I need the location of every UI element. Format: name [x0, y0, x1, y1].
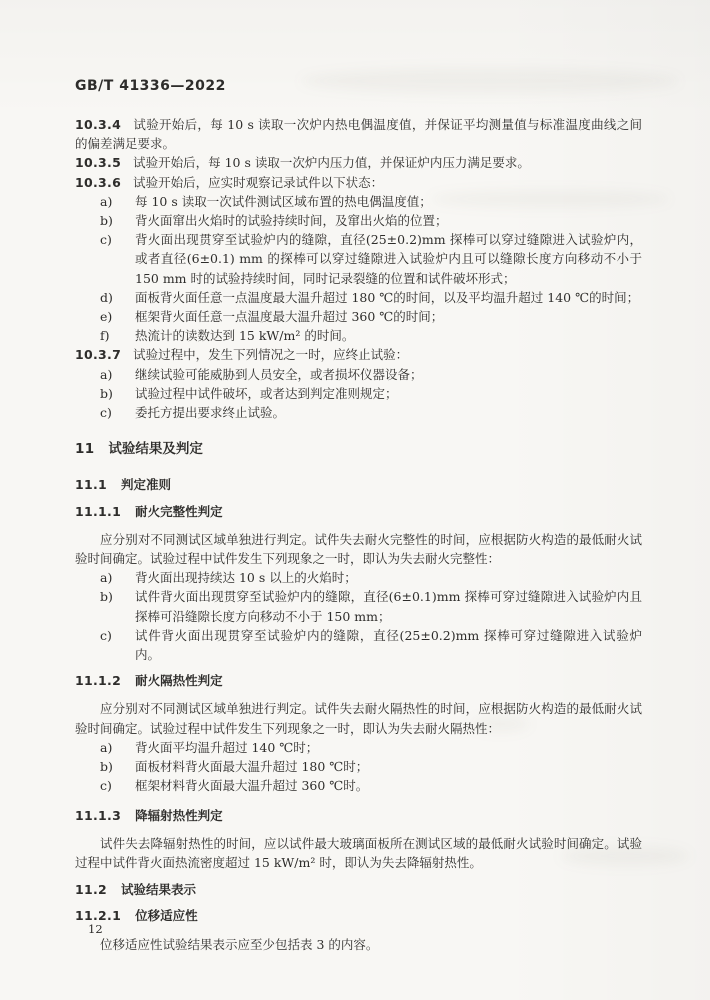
heading-number: 11 — [75, 441, 95, 458]
list-item-b — [75, 211, 642, 230]
clause-text: 试验开始后，每 10 s 读取一次炉内热电偶温度值，并保证平均测量值与标准温度曲线之间的偏差满足要求。 — [75, 117, 642, 152]
clause-10-3-5 — [75, 153, 642, 172]
list-item-b — [75, 384, 642, 403]
list-item-label: b) — [100, 589, 113, 605]
clause-number: 10.3.4 — [75, 117, 122, 132]
paragraph: 应分别对不同测试区域单独进行判定。试件失去耐火完整性的时间，应根据防火构造的最低耐火试验时间确定。试验过程中试件发生下列现象之一时，即认为失去耐火完整性： — [75, 531, 642, 567]
list-item-text: 试件背火面出现贯穿至试验炉内的缝隙，直径(25±0.2)mm 探棒可穿过缝隙进入试验炉内。 — [135, 627, 642, 663]
list-item-text: 试件背火面出现贯穿至试验炉内的缝隙，直径(6±0.1)mm 探棒可穿过缝隙进入试验炉内且探棒可沿缝隙长度方向移动不小于 150 mm； — [135, 589, 642, 624]
list-item-c — [75, 626, 642, 664]
paragraph: 位移适应性试验结果表示应至少包括表 3 的内容。 — [100, 936, 379, 952]
heading-title: 判定准则 — [121, 477, 172, 493]
paragraph: 试件失去降辐射热性的时间，应以试件最大玻璃面板所在测试区域的最低耐火试验时间确定。试验过程中试件背火面热流密度超过 15 kW/m² 时，即认为失去降辐射热性。 — [75, 835, 642, 870]
heading-title: 耐火完整性判定 — [135, 503, 223, 519]
list-item-a — [75, 192, 642, 211]
list-item-a — [75, 738, 642, 757]
clause-number: 10.3.6 — [75, 174, 122, 190]
section-heading-11-2 — [75, 880, 642, 899]
list-item-d — [75, 288, 642, 307]
heading-number: 11.1 — [75, 477, 108, 493]
list-item-text: 委托方提出要求终止试验。 — [135, 405, 286, 421]
list-item-c — [75, 776, 642, 795]
list-item-label: c) — [100, 778, 112, 794]
heading-title: 降辐射热性判定 — [135, 807, 223, 823]
heading-title: 试验结果及判定 — [108, 441, 203, 458]
list-item-text: 继续试验可能威胁到人员安全，或者损坏仪器设备； — [135, 366, 423, 382]
list-item-c — [75, 230, 642, 288]
heading-number: 11.1.3 — [75, 807, 122, 823]
section-heading-11 — [75, 440, 642, 459]
heading-title: 位移适应性 — [135, 908, 198, 924]
clause-text: 试验开始后，应实时观察记录试件以下状态： — [133, 174, 384, 190]
heading-number: 11.1.2 — [75, 673, 122, 689]
section-heading-11-1-3 — [75, 806, 642, 825]
paragraph: 应分别对不同测试区域单独进行判定。试件失去耐火隔热性的时间，应根据防火构造的最低耐火试验时间确定。试验过程中试件发生下列现象之一时，即认为失去耐火隔热性： — [75, 701, 642, 736]
list-item-text: 热流计的读数达到 15 kW/m² 的时间。 — [135, 328, 355, 344]
section-heading-11-1-2 — [75, 671, 642, 690]
heading-title: 试验结果表示 — [121, 882, 197, 898]
list-item-b — [75, 587, 642, 625]
list-item-label: b) — [100, 213, 113, 229]
heading-number: 11.2 — [75, 882, 108, 898]
standard-number-header: GB/T 41336—2022 — [75, 78, 226, 94]
list-item-text: 背火面窜出火焰时的试验持续时间，及窜出火焰的位置； — [135, 213, 448, 229]
list-item-label: b) — [100, 759, 113, 775]
list-item-text: 框架背火面任意一点温度最大温升超过 360 ℃的时间； — [135, 309, 444, 325]
list-item-text: 框架材料背火面最大温升超过 360 ℃时。 — [135, 778, 369, 794]
list-item-text: 背火面平均温升超过 140 ℃时； — [135, 739, 319, 755]
list-item-label: c) — [100, 627, 112, 643]
clause-text: 试验开始后，每 10 s 读取一次炉内压力值，并保证炉内压力满足要求。 — [133, 155, 530, 171]
list-item-label: f) — [100, 328, 110, 344]
list-item-text: 背火面出现贯穿至试验炉内的缝隙，直径(25±0.2)mm 探棒可以穿过缝隙进入试验炉内，或者直径(6±0.1) mm 的探棒可以穿过缝隙进入试验炉内且可以缝隙长度方向移动不小于 150 mm 时的试验持续时间，同时记录裂缝的位置和试件破坏形式； — [135, 232, 642, 286]
section-heading-11-1-1 — [75, 502, 642, 521]
list-item-b — [75, 757, 642, 776]
heading-title: 耐火隔热性判定 — [135, 673, 223, 689]
list-item-label: d) — [100, 289, 113, 305]
list-item-text: 试验过程中试件破坏，或者达到判定准则规定； — [135, 385, 398, 401]
clause-10-3-7 — [75, 345, 642, 364]
list-item-text: 每 10 s 读取一次试件测试区域布置的热电偶温度值； — [135, 193, 432, 209]
list-item-label: c) — [100, 405, 112, 421]
clause-10-3-6 — [75, 173, 642, 192]
section-heading-11-1 — [75, 475, 642, 494]
list-item-f — [75, 326, 642, 345]
clause-number: 10.3.7 — [75, 347, 122, 363]
heading-number: 11.1.1 — [75, 503, 122, 519]
list-item-c — [75, 403, 642, 422]
section-heading-11-2-1 — [75, 906, 642, 925]
list-item-label: c) — [100, 232, 112, 248]
clause-10-3-4 — [75, 115, 642, 153]
list-item-label: e) — [100, 309, 113, 325]
page-content — [75, 78, 642, 954]
list-item-a — [75, 568, 642, 587]
list-item-label: b) — [100, 385, 113, 401]
list-item-e — [75, 307, 642, 326]
clause-text: 试验过程中，发生下列情况之一时，应终止试验： — [133, 347, 409, 363]
list-item-text: 面板材料背火面最大温升超过 180 ℃时； — [135, 759, 369, 775]
page-number: 12 — [88, 922, 103, 936]
list-item-label: a) — [100, 193, 113, 209]
heading-number: 11.2.1 — [75, 908, 122, 924]
list-item-label: a) — [100, 570, 113, 586]
list-item-a — [75, 365, 642, 384]
list-item-text: 面板背火面任意一点温度最大温升超过 180 ℃的时间，以及平均温升超过 140 ℃的时间； — [135, 289, 640, 305]
list-item-label: a) — [100, 739, 113, 755]
list-item-text: 背火面出现持续达 10 s 以上的火焰时； — [135, 570, 357, 586]
clause-number: 10.3.5 — [75, 155, 122, 171]
list-item-label: a) — [100, 366, 113, 382]
